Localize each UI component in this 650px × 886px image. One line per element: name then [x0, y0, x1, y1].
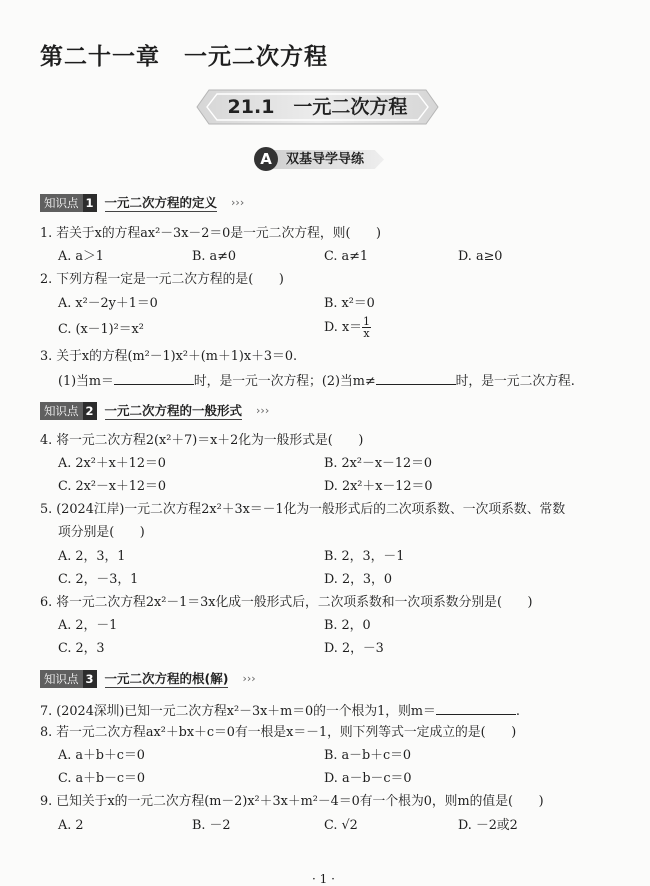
q1-option-b: B. a≠0	[192, 249, 237, 264]
kp-title: 一元二次方程的定义	[104, 195, 218, 210]
q2-option-d-prefix: D. x＝	[324, 320, 362, 335]
question-1-stem: 1. 若关于x的方程ax²－3x－2＝0是一元二次方程，则( )	[40, 226, 382, 241]
q7-blank[interactable]	[436, 702, 516, 715]
q4-option-c: C. 2x²－x＋12＝0	[58, 479, 166, 494]
q3-blank-1[interactable]	[114, 372, 194, 385]
q4-option-a: A. 2x²＋x＋12＝0	[58, 456, 166, 471]
q3-blank-2[interactable]	[376, 372, 456, 385]
question-2-stem: 2. 下列方程一定是一元二次方程的是( )	[40, 272, 284, 287]
q7-stem: 7. (2024深圳)已知一元二次方程x²－3x＋m＝0的一个根为1，则m＝	[40, 704, 436, 719]
q8-option-a: A. a＋b＋c＝0	[58, 748, 145, 763]
knowledge-point-3	[40, 670, 256, 688]
q4-option-d: D. 2x²＋x－12＝0	[324, 479, 433, 494]
question-3-parts	[58, 372, 575, 390]
kp-tag: 知识点	[40, 194, 83, 212]
q5-option-b: B. 2，3，－1	[324, 549, 405, 564]
q6-option-d: D. 2，－3	[324, 641, 384, 656]
question-3-stem: 3. 关于x的方程(m²－1)x²＋(m＋1)x＋3＝0.	[40, 349, 298, 364]
q6-option-a: A. 2，－1	[58, 618, 118, 633]
q9-option-a: A. 2	[58, 818, 84, 833]
question-5-stem-line2: 项分别是( )	[58, 525, 145, 540]
section-banner	[195, 88, 440, 126]
kp-title: 一元二次方程的根(解)	[104, 671, 229, 686]
q7-end: .	[515, 704, 520, 719]
fraction	[362, 316, 371, 339]
question-6-stem: 6. 将一元二次方程2x²－1＝3x化成一般形式后，二次项系数和一次项系数分别是( )	[40, 595, 533, 610]
q6-option-b: B. 2，0	[324, 618, 371, 633]
section-title: 21.1 一元二次方程	[227, 96, 408, 118]
chapter-title: 第二十一章 一元二次方程	[40, 44, 328, 70]
q1-option-c: C. a≠1	[324, 249, 368, 264]
q5-option-c: C. 2，－3，1	[58, 572, 139, 587]
q8-option-b: B. a－b＋c＝0	[324, 748, 412, 763]
kp-tag: 知识点	[40, 402, 83, 420]
q9-option-d: D. －2或2	[458, 818, 518, 833]
fraction-denominator: x	[363, 327, 370, 340]
q5-option-a: A. 2，3，1	[58, 549, 126, 564]
practice-badge	[254, 147, 394, 173]
knowledge-point-1	[40, 194, 244, 212]
question-9-stem: 9. 已知关于x的一元二次方程(m－2)x²＋3x＋m²－4＝0有一个根为0，则m的值是( )	[40, 794, 544, 809]
question-8-stem: 8. 若一元二次方程ax²＋bx＋c＝0有一根是x＝－1，则下列等式一定成立的是( )	[40, 725, 517, 740]
question-4-stem: 4. 将一元二次方程2(x²＋7)＝x＋2化为一般形式是( )	[40, 433, 364, 448]
q2-option-a: A. x²－2y＋1＝0	[58, 296, 158, 311]
kp-number: 1	[83, 194, 97, 212]
kp-arrows: ›››	[242, 672, 256, 685]
question-7	[40, 702, 520, 720]
q3-part1-text: (1)当m＝	[58, 374, 114, 389]
q2-option-c: C. (x－1)²＝x²	[58, 322, 144, 337]
q8-option-c: C. a＋b－c＝0	[58, 771, 145, 786]
q8-option-d: D. a－b－c＝0	[324, 771, 412, 786]
kp-number: 3	[83, 670, 97, 688]
q1-option-d: D. a≥0	[458, 249, 503, 264]
q5-option-d: D. 2，3，0	[324, 572, 392, 587]
q6-option-c: C. 2，3	[58, 641, 105, 656]
kp-title: 一元二次方程的一般形式	[104, 403, 243, 418]
q2-option-b: B. x²＝0	[324, 296, 375, 311]
kp-tag: 知识点	[40, 670, 83, 688]
fraction-numerator: 1	[362, 315, 370, 328]
q3-part2-text: 时，是一元一次方程；(2)当m≠	[193, 374, 376, 389]
kp-arrows: ›››	[256, 404, 270, 417]
kp-arrows: ›››	[231, 196, 245, 209]
badge-label: 双基导学导练	[286, 152, 365, 167]
q3-part3-text: 时，是一元二次方程.	[455, 374, 575, 389]
question-5-stem-line1: 5. (2024江岸)一元二次方程2x²＋3x＝－1化为一般形式后的二次项系数、一次项系数、常数	[40, 502, 566, 517]
knowledge-point-2	[40, 402, 269, 420]
page-number: · 1 ·	[312, 872, 335, 886]
q9-option-c: C. √2	[324, 818, 358, 833]
kp-number: 2	[83, 402, 97, 420]
q4-option-b: B. 2x²－x－12＝0	[324, 456, 433, 471]
badge-letter: A	[254, 147, 278, 171]
q2-option-d	[324, 316, 371, 339]
q1-option-a: A. a＞1	[58, 249, 104, 264]
q9-option-b: B. －2	[192, 818, 231, 833]
